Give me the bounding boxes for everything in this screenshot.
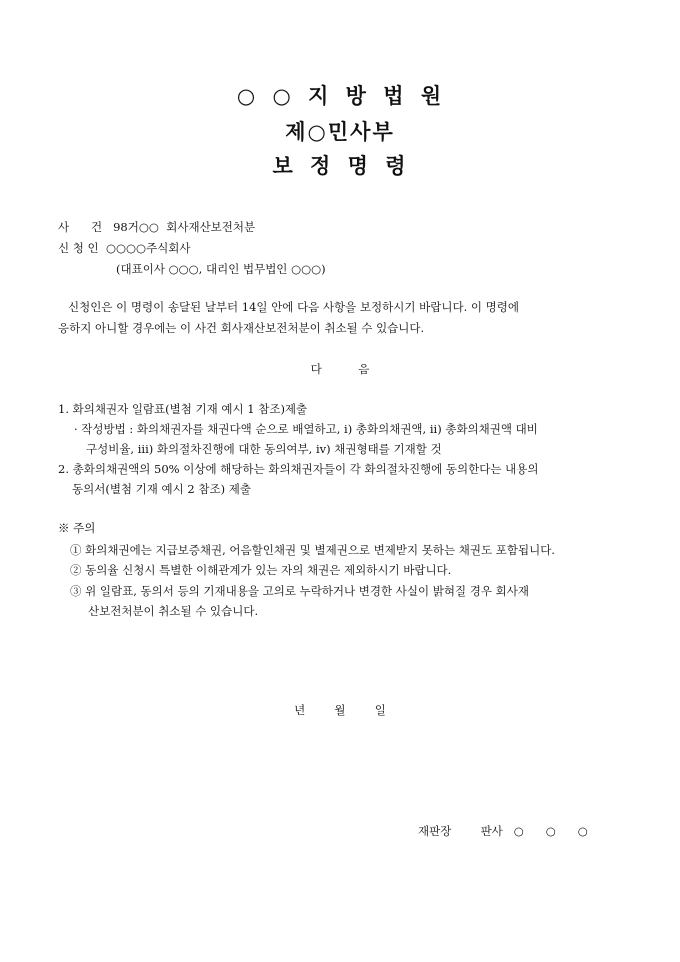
- representative-line: (대표이사 ○○○, 대리인 법무법인 ○○○): [116, 262, 326, 276]
- heading-next: 다 음: [310, 362, 370, 376]
- item-1-sub-line-2: 구성비율, iii) 화의절차진행에 대한 동의여부, iv) 채권형태를 기재할 것: [86, 442, 442, 456]
- note-2: ② 동의율 신청시 특별한 이해관계가 있는 자의 채권은 제외하시기 바랍니다.: [70, 563, 452, 577]
- item-1: 1. 화의채권자 일람표(별첨 기재 예시 1 참조)제출: [58, 402, 308, 416]
- case-line: 사 건 98거○○ 회사재산보전처분: [58, 220, 256, 234]
- item-1-sub-line-1: · 작성방법 : 화의채권자를 채권다액 순으로 배열하고, i) 총화의채권액, ii) 총화의채권액 대비: [74, 422, 538, 436]
- item-2-line-2: 동의서(별첨 기재 예시 2 참조) 제출: [72, 482, 251, 496]
- notes-heading: ※ 주의: [58, 521, 96, 535]
- division-name: 제○민사부: [285, 120, 395, 144]
- item-2-line-1: 2. 총화의채권액의 50% 이상에 해당하는 화의채권자들이 각 화의절차진행에 동의한다는 내용의: [58, 462, 539, 476]
- document-title: 보 정 명 령: [272, 154, 408, 178]
- note-1: ① 화의채권에는 지급보증채권, 어음할인채권 및 별제권으로 변제받지 못하는 채권도 포함됩니다.: [70, 543, 555, 557]
- note-3-line-2: 산보전처분이 취소될 수 있습니다.: [88, 604, 259, 618]
- date-line: 년 월 일: [294, 703, 386, 717]
- applicant-line: 신 청 인 ○○○○주식회사: [58, 241, 191, 255]
- instruction-line-2: 응하지 아니할 경우에는 이 사건 회사재산보전처분이 취소될 수 있습니다.: [58, 321, 425, 335]
- signature-line: 재판장 판사 ○ ○ ○: [418, 824, 588, 838]
- note-3-line-1: ③ 위 일람표, 동의서 등의 기재내용을 고의로 누락하거나 변경한 사실이 밝혀질 경우 회사재: [70, 584, 529, 598]
- instruction-line-1: 신청인은 이 명령이 송달된 날부터 14일 안에 다음 사항을 보정하시기 바랍니다. 이 명령에: [68, 300, 519, 314]
- court-name: ○ ○ 지 방 법 원: [236, 84, 444, 108]
